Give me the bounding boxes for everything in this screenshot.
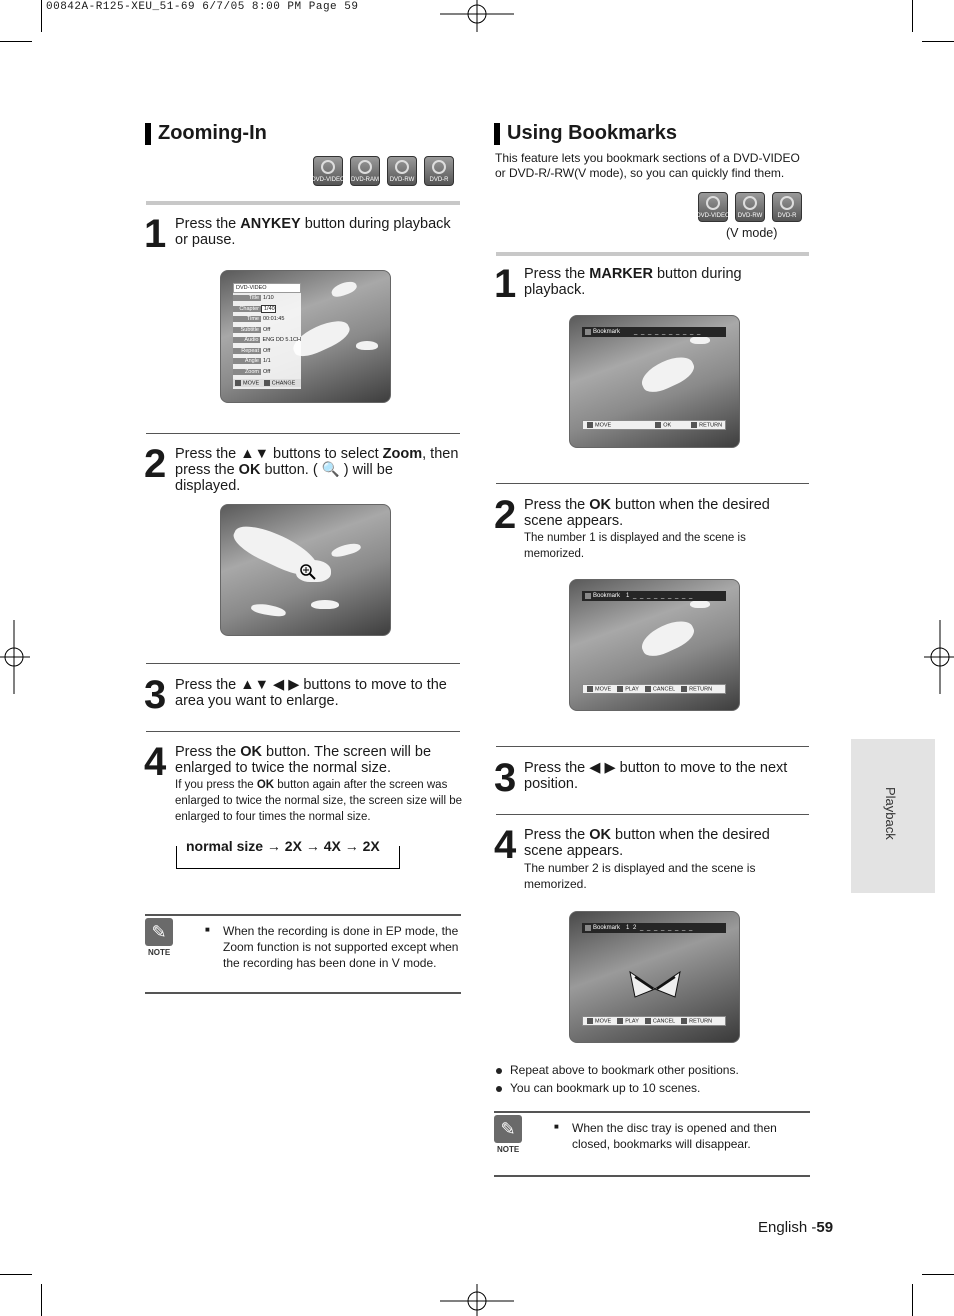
dvd-rw-disc-icon: DVD-RW	[735, 192, 765, 222]
crop-mark	[912, 0, 913, 32]
zoom-cursor-screenshot	[220, 504, 391, 636]
bookmark-step2-subtext: The number 1 is displayed and the scene is memorized.	[524, 532, 746, 560]
zoom-step3-text: Press the ▲▼ ◀ ▶ buttons to move to the area you want to enlarge.	[175, 677, 447, 709]
note-bullet-icon: ■	[205, 925, 210, 934]
side-tab-label: Playback	[883, 787, 898, 840]
zoom-step4-text: Press the OK button. The screen will be enlarged to twice the normal size.	[175, 744, 432, 776]
zoom-size-flow: normal size → 2X → 4X → 2X	[186, 838, 380, 854]
menu-row: Zoom Off	[233, 367, 301, 378]
list-item: You can bookmark up to 10 scenes.	[496, 1079, 739, 1097]
step-divider	[146, 731, 460, 732]
dvd-video-disc-icon: DVD-VIDEO	[698, 192, 728, 222]
step-number: 2	[494, 493, 517, 537]
bookmark-step3-text: Press the ◀ ▶ button to move to the next position.	[524, 760, 788, 792]
registration-mark-right	[924, 620, 954, 694]
step-divider	[496, 746, 809, 747]
step-number: 1	[144, 212, 167, 256]
bookmarks-section-title: Using Bookmarks	[494, 122, 677, 145]
step-number: 3	[144, 673, 167, 717]
bookmark-osd: Bookmark 1 _ _ _ _ _ _ _ _ _	[582, 591, 726, 601]
section-side-tab	[851, 739, 935, 893]
bookmark-screen-1	[569, 315, 740, 448]
bookmark-step4-subtext: The number 2 is displayed and the scene is memorized.	[524, 861, 756, 891]
bookmark-controls: MOVE OK RETURN	[582, 420, 726, 430]
step-number: 4	[494, 823, 517, 867]
bookmark-note	[494, 1111, 810, 1177]
bookmark-osd: Bookmark 1 2 _ _ _ _ _ _ _ _	[582, 923, 726, 933]
zoom-step4-subtext: If you press the OK button again after the screen was enlarged to twice the normal size, the screen size will be enlarged to four times the normal size.	[175, 779, 463, 823]
v-mode-label: (V mode)	[726, 226, 778, 240]
menu-row: Subtitle Off	[233, 325, 301, 336]
bookmark-disc-icons	[698, 192, 802, 222]
registration-mark-left	[0, 620, 30, 694]
registration-mark-bottom	[440, 1284, 514, 1316]
page-footer: English -59	[758, 1219, 834, 1236]
bookmark-step2-text: Press the OK button when the desired scene appears.	[524, 497, 770, 529]
dvd-ram-disc-icon: DVD-RAM	[350, 156, 380, 186]
disc-info-menu: DVD-VIDEO Title 1/10 Chapter 1/40 Time 00:01:45 Subtitle Off Audio ENG DD 5.1CH Repeat Off Angle 1/1 Zoom Off MOVE CHANGE	[233, 283, 301, 389]
crop-mark	[0, 1274, 32, 1275]
dvd-r-disc-icon: DVD-R	[772, 192, 802, 222]
zoom-step2-text: Press the ▲▼ buttons to select Zoom, then press the OK button. ( 🔍 ) will be displayed.	[175, 446, 459, 494]
section-rule	[146, 201, 460, 205]
zoom-disc-icons	[313, 156, 454, 186]
menu-row: Repeat Off	[233, 346, 301, 357]
bookmarks-intro: This feature lets you bookmark sections of a DVD-VIDEO or DVD-R/-RW(V mode), so you can quickly find them.	[495, 151, 800, 180]
registration-mark-top	[440, 0, 514, 34]
crop-mark	[922, 41, 954, 42]
menu-row: Angle 1/1	[233, 356, 301, 367]
bookmark-step1-text: Press the MARKER button during playback.	[524, 266, 742, 298]
bookmark-controls: MOVE PLAY CANCEL RETURN	[582, 684, 726, 694]
note-pencil-icon: ✎	[145, 918, 173, 946]
menu-row: Chapter 1/40	[233, 304, 301, 315]
bookmark-controls: MOVE PLAY CANCEL RETURN	[582, 1016, 726, 1026]
step-number: 4	[144, 740, 167, 784]
menu-row: Audio ENG DD 5.1CH	[233, 335, 301, 346]
step-divider	[146, 663, 460, 664]
crop-mark	[41, 1284, 42, 1316]
step-number: 2	[144, 442, 167, 486]
bookmark-tips	[496, 1061, 739, 1097]
crop-mark	[0, 41, 32, 42]
bookmark-osd: Bookmark _ _ _ _ _ _ _ _ _ _	[582, 327, 726, 337]
dvd-video-disc-icon: DVD-VIDEO	[313, 156, 343, 186]
note-pencil-icon: ✎	[494, 1115, 522, 1143]
step-number: 1	[494, 262, 517, 306]
butterfly-image	[625, 967, 685, 1012]
bookmark-screen-2	[569, 579, 740, 711]
dvd-rw-disc-icon: DVD-RW	[387, 156, 417, 186]
section-rule	[496, 252, 809, 256]
print-slug: 00842A-R125-XEU_51-69 6/7/05 8:00 PM Page 59	[46, 1, 359, 13]
crop-mark	[922, 1274, 954, 1275]
crop-mark	[912, 1284, 913, 1316]
step-divider	[496, 814, 809, 815]
dvd-r-disc-icon: DVD-R	[424, 156, 454, 186]
step-number: 3	[494, 756, 517, 800]
zoom-note-text: When the recording is done in EP mode, the Zoom function is not supported except when the recording has been done in V mode.	[223, 924, 459, 970]
crop-mark	[41, 0, 42, 32]
menu-row: Time 00:01:45	[233, 314, 301, 325]
bookmark-screen-3	[569, 911, 740, 1043]
zoom-menu-screenshot	[220, 270, 391, 403]
list-item: Repeat above to bookmark other positions.	[496, 1061, 739, 1079]
menu-row: Title 1/10	[233, 293, 301, 304]
zoom-note	[145, 914, 461, 994]
note-bullet-icon: ■	[554, 1122, 559, 1131]
bookmark-note-text: When the disc tray is opened and then closed, bookmarks will disappear.	[572, 1121, 777, 1151]
bookmark-step4-text: Press the OK button when the desired scene appears.	[524, 827, 770, 859]
zoom-icon	[299, 563, 317, 581]
note-label: NOTE	[148, 948, 171, 957]
step-divider	[146, 433, 460, 434]
note-label: NOTE	[497, 1145, 520, 1154]
zoom-step1-text: Press the ANYKEY button during playback or pause.	[175, 216, 451, 248]
zoom-section-title: Zooming-In	[145, 122, 267, 145]
step-divider	[496, 483, 809, 484]
